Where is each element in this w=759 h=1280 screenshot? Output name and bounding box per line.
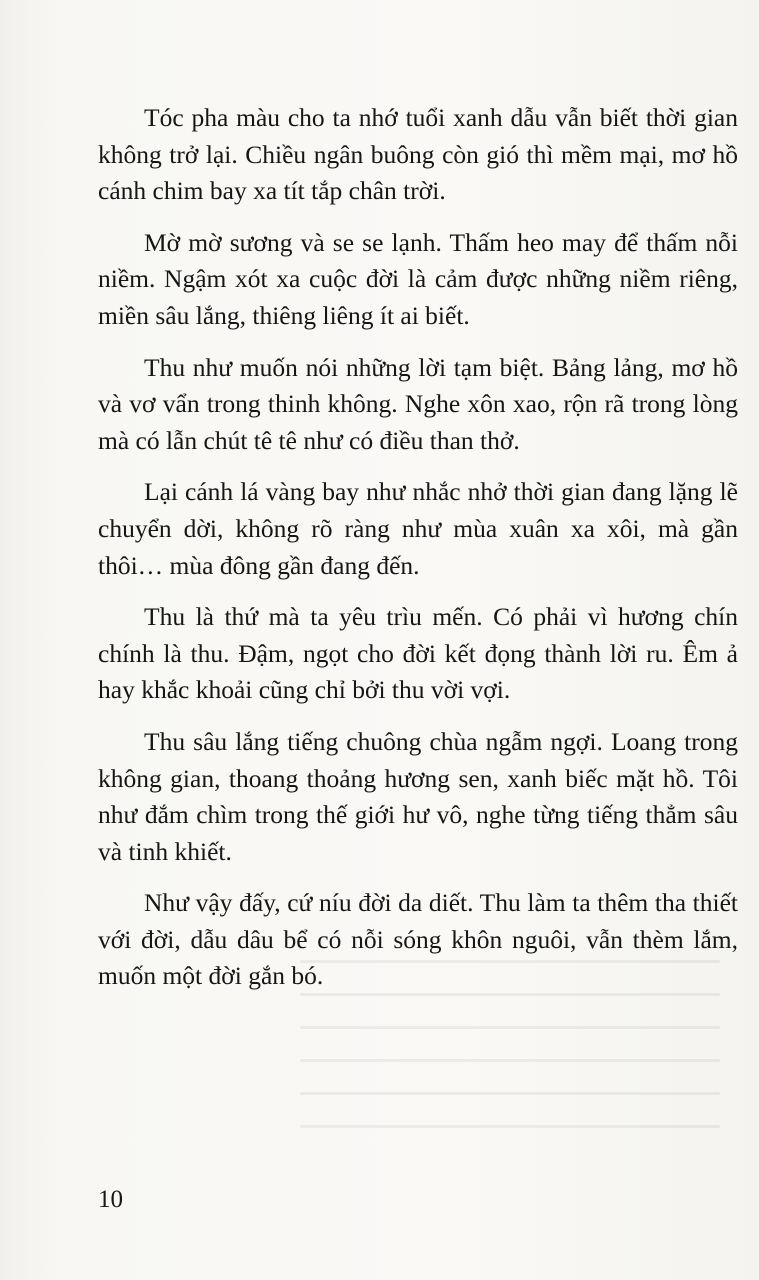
paragraph-3: Thu như muốn nói những lời tạm biệt. Bảng lảng, mơ hồ và vơ vẩn trong thinh không. Nghe xôn xao, rộn rã trong lòng mà có lẫn chút tê tê như có điều than thở. [98, 352, 738, 455]
paragraph-1: Tóc pha màu cho ta nhớ tuổi xanh dẫu vẫn biết thời gian không trở lại. Chiều ngân buông còn gió thì mềm mại, mơ hồ cánh chim bay xa tít tắp chân trời. [98, 103, 738, 206]
paragraph-6: Thu sâu lắng tiếng chuông chùa ngẫm ngợi. Loang trong không gian, thoang thoảng hương sen, xanh biếc mặt hồ. Tôi như đắm chìm trong thế giới hư vô, nghe từng tiếng thẳm sâu và tinh khiết. [98, 726, 738, 866]
page-number: 10 [98, 1186, 123, 1213]
page-body [98, 100, 738, 1010]
paragraph-4: Lại cánh lá vàng bay như nhắc nhở thời gian đang lặng lẽ chuyển dời, không rõ ràng như mùa xuân xa xôi, mà gần thôi… mùa đông gần đang đến. [98, 477, 738, 580]
paragraph-7: Như vậy đấy, cứ níu đời da diết. Thu làm ta thêm tha thiết với đời, dẫu dâu bể có nỗi sóng khôn nguôi, vẫn thèm lắm, muốn một đời gắn bó. [98, 888, 738, 991]
paragraph-5: Thu là thứ mà ta yêu trìu mến. Có phải vì hương chín chính là thu. Đậm, ngọt cho đời kết đọng thành lời ru. Êm ả hay khắc khoải cũng chỉ bởi thu vời vợi. [98, 602, 738, 705]
paragraph-2: Mờ mờ sương và se se lạnh. Thấm heo may để thấm nỗi niềm. Ngậm xót xa cuộc đời là cảm được những niềm riêng, miền sâu lắng, thiêng liêng ít ai biết. [98, 227, 738, 330]
